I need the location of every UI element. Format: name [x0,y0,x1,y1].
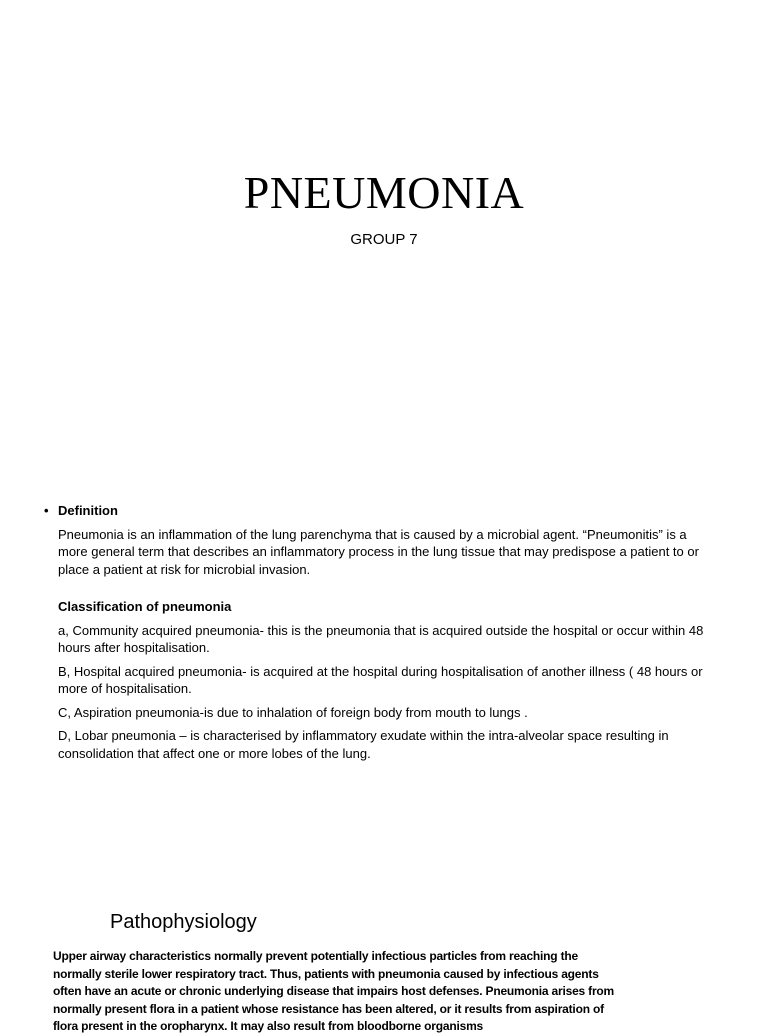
title-slide [0,0,768,480]
definition-text: Pneumonia is an inflammation of the lung parenchyma that is caused by a microbial agent. “Pneumonitis” is a more general term that describes an inflammatory process in the lung tissue that may predispose a patient to or place a patient at risk for microbial invasion. [58,526,699,577]
definition-slide [0,480,768,880]
classification-item: B, Hospital acquired pneumonia- is acquired at the hospital during hospitalisation of another illness ( 48 hours or more of hospitalisation. [58,663,703,696]
definition-heading-row [44,502,718,520]
definition-heading: Definition [58,503,118,518]
pathophysiology-slide [0,880,768,1033]
pathophysiology-heading: Pathophysiology [110,911,257,933]
pathophysiology-text: Upper airway characteristics normally prevent potentially infectious particles from reaching the normally sterile lower respiratory tract. Thus, patients with pneumonia caused by infectious agents often have an acute or chronic underlying disease that impairs host defenses. Pneumonia arises from normally present flora in a patient whose resistance has been altered, or it results from aspiration of flora present in the oropharynx. It may also result from bloodborne organisms [53,949,615,1033]
classification-item: a, Community acquired pneumonia- this is the pneumonia that is acquired outside the hospital or occur within 48 hours after hospitalisation. [58,622,704,655]
presentation-subtitle: GROUP 7 [350,231,418,248]
classification-heading: Classification of pneumonia [58,599,232,614]
classification-item: C, Aspiration pneumonia-is due to inhalation of foreign body from mouth to lungs . [58,704,528,720]
classification-item: D, Lobar pneumonia – is characterised by inflammatory exudate within the intra-alveolar space resulting in consolidation that affect one or more lobes of the lung. [58,728,669,761]
presentation-title: PNEUMONIA [243,167,525,218]
definition-content [44,502,718,768]
bullet-icon: • [44,503,49,518]
